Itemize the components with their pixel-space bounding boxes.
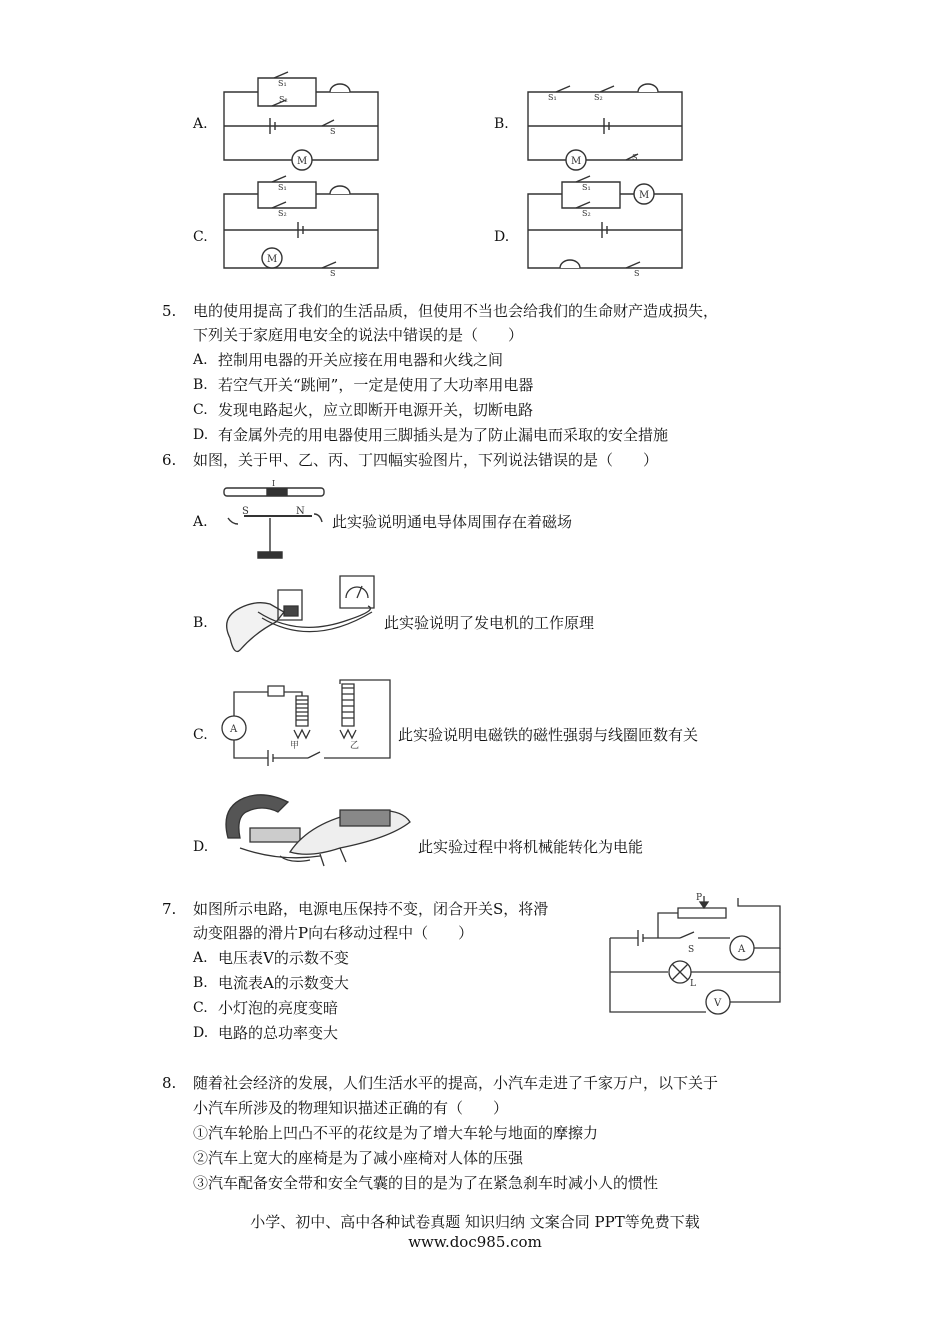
- option-letter: A.: [193, 352, 208, 368]
- circuit-figure-a: [222, 72, 382, 167]
- option-letter-a: A.: [193, 116, 208, 132]
- svg-text:S₂: S₂: [582, 209, 591, 218]
- svg-text:N: N: [296, 506, 305, 517]
- svg-text:S: S: [634, 269, 640, 278]
- option-text: 电路的总功率变大: [218, 1024, 339, 1042]
- svg-text:S₁: S₁: [278, 79, 287, 88]
- question-number: 7.: [162, 900, 177, 918]
- option-letter: C.: [193, 402, 208, 418]
- svg-text:A: A: [230, 724, 238, 735]
- oersted-experiment-figure: [222, 478, 332, 564]
- svg-text:A: A: [738, 944, 746, 955]
- question-stem: 下列关于家庭用电安全的说法中错误的是（ ）: [193, 326, 524, 344]
- question-stem: 动变阻器的滑片P向右移动过程中（ ）: [193, 924, 474, 942]
- circuit-figure-b: [526, 72, 686, 167]
- option-letter: B.: [193, 377, 208, 393]
- question-number: 5.: [162, 302, 177, 320]
- question-stem: 如图，关于甲、乙、丙、丁四幅实验图片，下列说法错误的是（ ）: [193, 451, 659, 469]
- svg-text:S₁: S₁: [278, 183, 287, 192]
- option-letter: A.: [193, 950, 208, 966]
- question-number: 8.: [162, 1074, 177, 1092]
- motor-experiment-figure: [220, 788, 416, 868]
- statement-item: ②汽车上宽大的座椅是为了减小座椅对人体的压强: [193, 1149, 524, 1167]
- option-text: 此实验说明了发电机的工作原理: [384, 614, 595, 632]
- svg-text:乙: 乙: [350, 741, 360, 751]
- svg-text:甲: 甲: [290, 741, 300, 751]
- option-text: 发现电路起火，应立即断开电源开关，切断电路: [218, 401, 534, 419]
- svg-text:M: M: [571, 156, 582, 167]
- svg-text:M: M: [267, 254, 278, 265]
- option-letter-d: D.: [494, 229, 510, 245]
- question-stem: 如图所示电路，电源电压保持不变，闭合开关S，将滑: [193, 900, 549, 918]
- option-letter: C.: [193, 1000, 208, 1016]
- option-letter: C.: [193, 727, 208, 743]
- svg-text:S₂: S₂: [279, 95, 288, 104]
- option-letter-c: C.: [193, 229, 208, 245]
- option-text: 电流表A的示数变大: [218, 974, 349, 992]
- option-letter: A.: [193, 514, 208, 530]
- question-number: 6.: [162, 451, 177, 469]
- statement-item: ③汽车配备安全带和安全气囊的目的是为了在紧急刹车时减小人的惯性: [193, 1174, 659, 1192]
- svg-text:S: S: [688, 945, 695, 955]
- motor-label: M: [297, 156, 308, 167]
- svg-text:S: S: [242, 506, 249, 517]
- option-letter: D.: [193, 839, 209, 855]
- svg-text:M: M: [639, 190, 650, 201]
- svg-text:S₁: S₁: [582, 183, 591, 192]
- option-letter-b: B.: [494, 116, 509, 132]
- option-text: 有金属外壳的用电器使用三脚插头是为了防止漏电而采取的安全措施: [218, 426, 669, 444]
- svg-text:L: L: [690, 979, 696, 989]
- option-letter: B.: [193, 975, 208, 991]
- option-text: 小灯泡的亮度变暗: [218, 999, 339, 1017]
- svg-text:P: P: [696, 893, 703, 903]
- option-text: 若空气开关“跳闸”，一定是使用了大功率用电器: [218, 376, 534, 394]
- option-letter: D.: [193, 427, 209, 443]
- question-stem: 小汽车所涉及的物理知识描述正确的有（ ）: [193, 1099, 509, 1117]
- footer-website-link[interactable]: www.doc985.com: [408, 1233, 542, 1251]
- electromagnet-experiment-figure: [218, 672, 396, 772]
- svg-text:S₂: S₂: [594, 93, 603, 102]
- question-stem: 随着社会经济的发展，人们生活水平的提高，小汽车走进了千家万户，以下关于: [193, 1074, 719, 1092]
- statement-item: ①汽车轮胎上凹凸不平的花纹是为了增大车轮与地面的摩擦力: [193, 1124, 599, 1142]
- question-stem: 电的使用提高了我们的生活品质，但使用不当也会给我们的生命财产造成损失，: [193, 302, 719, 320]
- option-text: 此实验过程中将机械能转化为电能: [418, 838, 644, 856]
- generator-experiment-figure: [222, 572, 384, 660]
- q7-circuit-figure: [608, 892, 788, 1020]
- svg-text:S: S: [632, 153, 638, 162]
- option-letter: D.: [193, 1025, 209, 1041]
- svg-text:S: S: [330, 127, 336, 136]
- svg-text:I: I: [272, 479, 276, 488]
- option-letter: B.: [193, 615, 208, 631]
- option-text: 此实验说明通电导体周围存在着磁场: [332, 513, 573, 531]
- svg-text:S₂: S₂: [278, 209, 287, 218]
- circuit-figure-d: [526, 180, 686, 278]
- svg-text:S: S: [330, 269, 336, 278]
- svg-text:S₁: S₁: [548, 93, 557, 102]
- circuit-figure-c: [222, 180, 382, 278]
- option-text: 电压表V的示数不变: [218, 949, 349, 967]
- footer-tagline: 小学、初中、高中各种试卷真题 知识归纳 文案合同 PPT等免费下载: [250, 1213, 700, 1231]
- option-text: 控制用电器的开关应接在用电器和火线之间: [218, 351, 504, 369]
- svg-text:V: V: [714, 998, 722, 1009]
- option-text: 此实验说明电磁铁的磁性强弱与线圈匝数有关: [398, 726, 699, 744]
